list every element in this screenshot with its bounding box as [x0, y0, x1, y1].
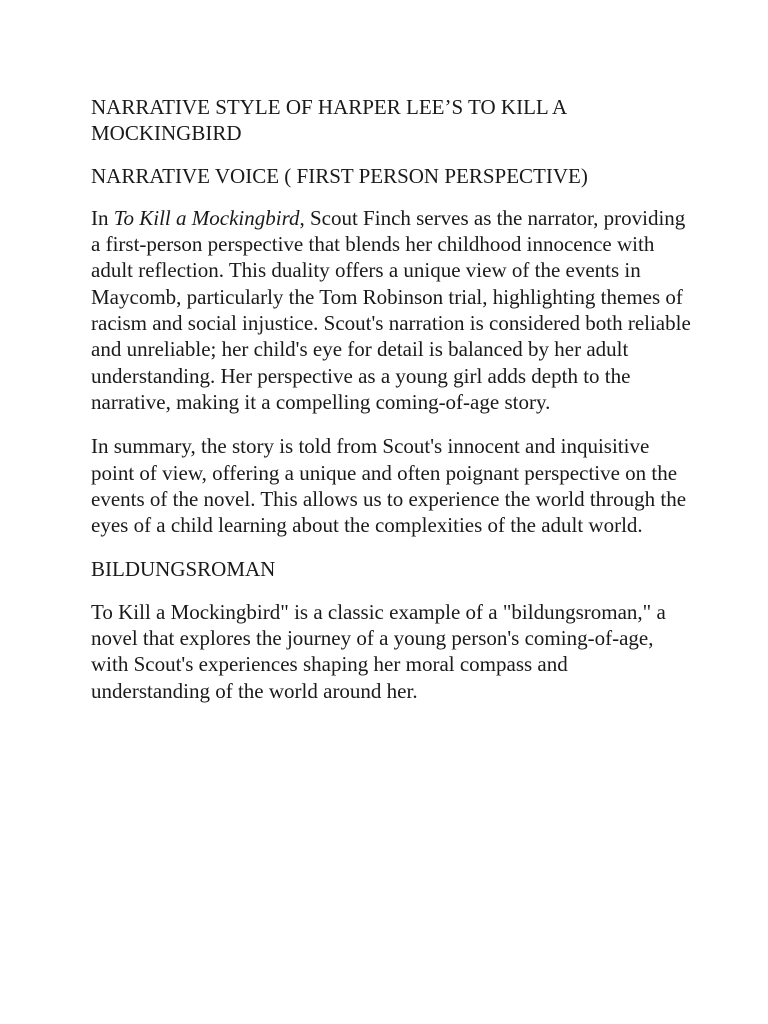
- document-title: NARRATIVE STYLE OF HARPER LEE’S TO KILL A MOCKINGBIRD: [91, 95, 567, 146]
- section-heading-bildungsroman: BILDUNGSROMAN: [91, 557, 276, 582]
- document-page: [91, 94, 691, 722]
- paragraph-narrative-voice: [91, 205, 691, 415]
- book-title-italic: To Kill a Mockingbird: [113, 205, 300, 230]
- paragraph-lead: In: [91, 205, 114, 230]
- section-heading-narrative-voice: NARRATIVE VOICE ( FIRST PERSON PERSPECTIVE): [91, 163, 588, 188]
- paragraph-rest: , Scout Finch serves as the narrator, providing a first-person perspective that blends her childhood innocence with adult reflection. This duality offers a unique view of the events in Maycomb, particularly the Tom Robinson trial, highlighting themes of racism and social injustice. Scout's narration is considered both reliable and unreliable; her child's eye for detail is balanced by her adult understanding. Her perspective as a young girl adds depth to the narrative, making it a compelling coming-of-age story.: [91, 205, 691, 414]
- paragraph-bildungsroman: To Kill a Mockingbird" is a classic example of a "bildungsroman," a novel that explores the journey of a young person's coming-of-age, with Scout's experiences shaping her moral compass and understanding of the world around her.: [91, 599, 666, 703]
- paragraph-summary: In summary, the story is told from Scout's innocent and inquisitive point of view, offering a unique and often poignant perspective on the events of the novel. This allows us to experience the world through the eyes of a child learning about the complexities of the adult world.: [91, 434, 687, 538]
